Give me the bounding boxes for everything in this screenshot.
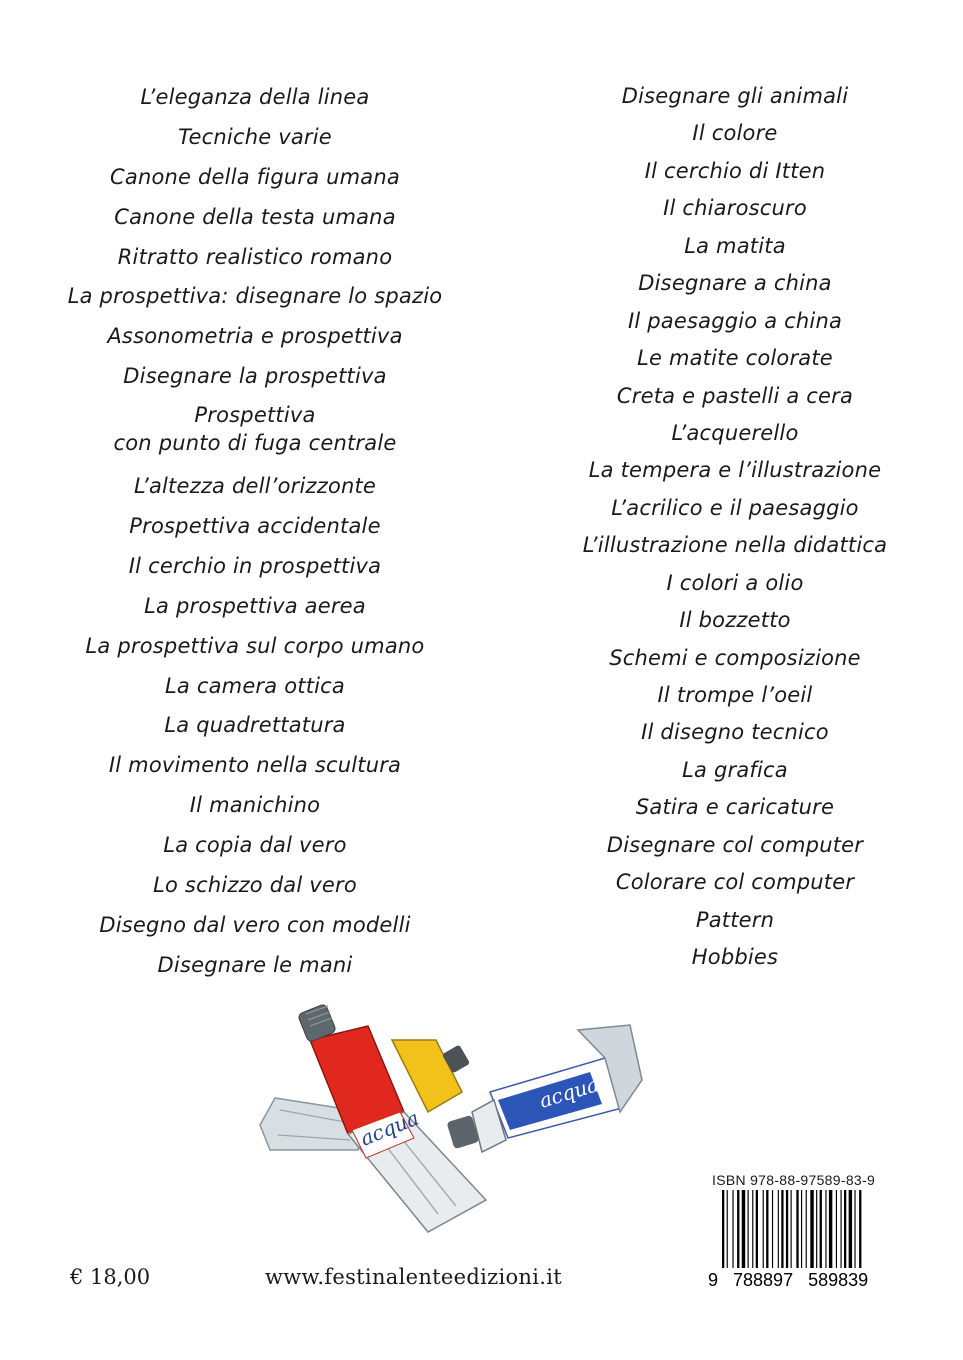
topic-right-item: Il trompe l’oeil [657, 683, 813, 707]
barcode-bar [732, 1190, 733, 1268]
blue-paint-tube [446, 1025, 642, 1152]
topic-right-item: Hobbies [691, 945, 779, 970]
topic-right-item: Le matite colorate [637, 346, 833, 371]
isbn-label: ISBN 978-88-97589-83-9 [712, 1172, 876, 1188]
topic-right-item: Schemi e composizione [609, 645, 861, 670]
svg-text:acqua: acqua [356, 1105, 423, 1151]
barcode-bar [763, 1190, 764, 1268]
topic-left-item-line: Prospettiva [194, 403, 316, 428]
topic-right-item: Disegnare col computer [606, 832, 864, 857]
topic-right-item: Disegnare a china [638, 271, 832, 296]
topic-left-item: La prospettiva aerea [144, 593, 366, 618]
topic-left-item: Il manichino [189, 793, 321, 818]
topic-right-item: Pattern [695, 907, 775, 932]
barcode-bar [810, 1190, 813, 1268]
barcode-bar [816, 1190, 817, 1268]
topic-right-item: Il chiaroscuro [663, 196, 807, 221]
topic-right-item: I colori a olio [666, 570, 804, 595]
topic-list-right [535, 78, 935, 977]
barcode-bar [849, 1190, 852, 1268]
topic-left-item: Lo schizzo dal vero [153, 873, 357, 898]
barcode-bar [742, 1190, 745, 1268]
barcode-bar [756, 1190, 758, 1268]
topic-left-item: La quadrettatura [164, 713, 346, 738]
topic-left-item: Tecniche varie [178, 124, 332, 149]
barcode-bar [722, 1190, 724, 1276]
topic-left-item: Ritratto realistico romano [117, 244, 393, 269]
topic-list-left [55, 78, 455, 986]
barcode-bar [781, 1190, 783, 1268]
topic-right-item: Il disegno tecnico [641, 720, 829, 745]
isbn-barcode [708, 1190, 890, 1290]
topic-right-item: La grafica [682, 757, 788, 782]
barcode-bar [806, 1190, 807, 1268]
topic-right-item: Creta e pastelli a cera [616, 383, 854, 408]
topic-left-item: Canone della figura umana [110, 164, 400, 189]
topic-left-item: Il cerchio in prospettiva [128, 553, 382, 578]
paint-tubes-illustration [250, 1000, 650, 1240]
barcode-bar [752, 1190, 753, 1268]
barcode-bar [859, 1190, 861, 1276]
svg-text:acqua: acqua [536, 1072, 602, 1113]
topic-left-item: La prospettiva: disegnare lo spazio [67, 284, 443, 309]
barcode-bar [836, 1190, 837, 1268]
barcode-bar [791, 1190, 792, 1268]
barcode-bar [772, 1190, 773, 1268]
topic-left-item: La prospettiva sul corpo umano [85, 633, 425, 658]
barcode-bar [727, 1190, 728, 1276]
barcode-bar [801, 1190, 802, 1268]
topic-left-item: Disegnare la prospettiva [123, 364, 387, 389]
topic-left-item: La camera ottica [165, 673, 345, 698]
topic-left-item: Disegno dal vero con modelli [99, 912, 411, 937]
topic-right-item: La tempera e l’illustrazione [588, 458, 882, 483]
topic-right-item: La matita [684, 233, 786, 258]
topic-left-item: Prospettiva accidentale [129, 514, 381, 539]
topic-right-item: Il bozzetto [679, 608, 791, 633]
topic-right-item: Il colore [692, 121, 778, 146]
topic-right-item: Colorare col computer [615, 870, 855, 895]
barcode-bar [820, 1190, 822, 1268]
topic-right-item: Il cerchio di Itten [644, 158, 826, 183]
topic-right-item: L’acquerello [671, 420, 799, 445]
barcode-bar [841, 1190, 842, 1268]
topic-left-item: Assonometria e prospettiva [107, 324, 403, 349]
barcode-bar [766, 1190, 768, 1268]
barcode-bar [825, 1190, 826, 1268]
topic-left-item: Disegnare le mani [157, 952, 353, 977]
topic-right-item: Disegnare gli animali [621, 84, 849, 108]
website-url[interactable]: www.festinalenteedizioni.it [265, 1265, 563, 1289]
barcode-bar [778, 1190, 779, 1268]
topic-left-item-line: con punto di fuga centrale [113, 431, 397, 456]
barcode-bar [844, 1190, 846, 1268]
topic-left-item: L’altezza dell’orizzonte [133, 474, 377, 499]
topic-left-item: L’eleganza della linea [140, 85, 370, 109]
topic-left-item [55, 397, 455, 467]
topic-left-item: Il movimento nella scultura [108, 753, 402, 778]
topic-right-item: L’acrilico e il paesaggio [611, 495, 859, 520]
topic-right-item: Satira e caricature [635, 795, 835, 820]
barcode-bar [854, 1190, 855, 1276]
price: € 18,00 [70, 1265, 151, 1289]
topic-left-item: Canone della testa umana [114, 204, 396, 229]
barcode-bar [748, 1190, 749, 1268]
barcode-bar [829, 1190, 832, 1268]
topic-right-item: L’illustrazione nella didattica [582, 533, 888, 558]
barcode-digits: 9 788897 589839 [708, 1270, 869, 1290]
yellow-paint-tube [392, 1040, 470, 1112]
topic-right-item: Il paesaggio a china [627, 308, 843, 333]
barcode-bar [796, 1190, 798, 1268]
barcode-bar [786, 1190, 788, 1268]
topic-left-item: La copia dal vero [163, 833, 347, 858]
barcode-bar [737, 1190, 739, 1268]
